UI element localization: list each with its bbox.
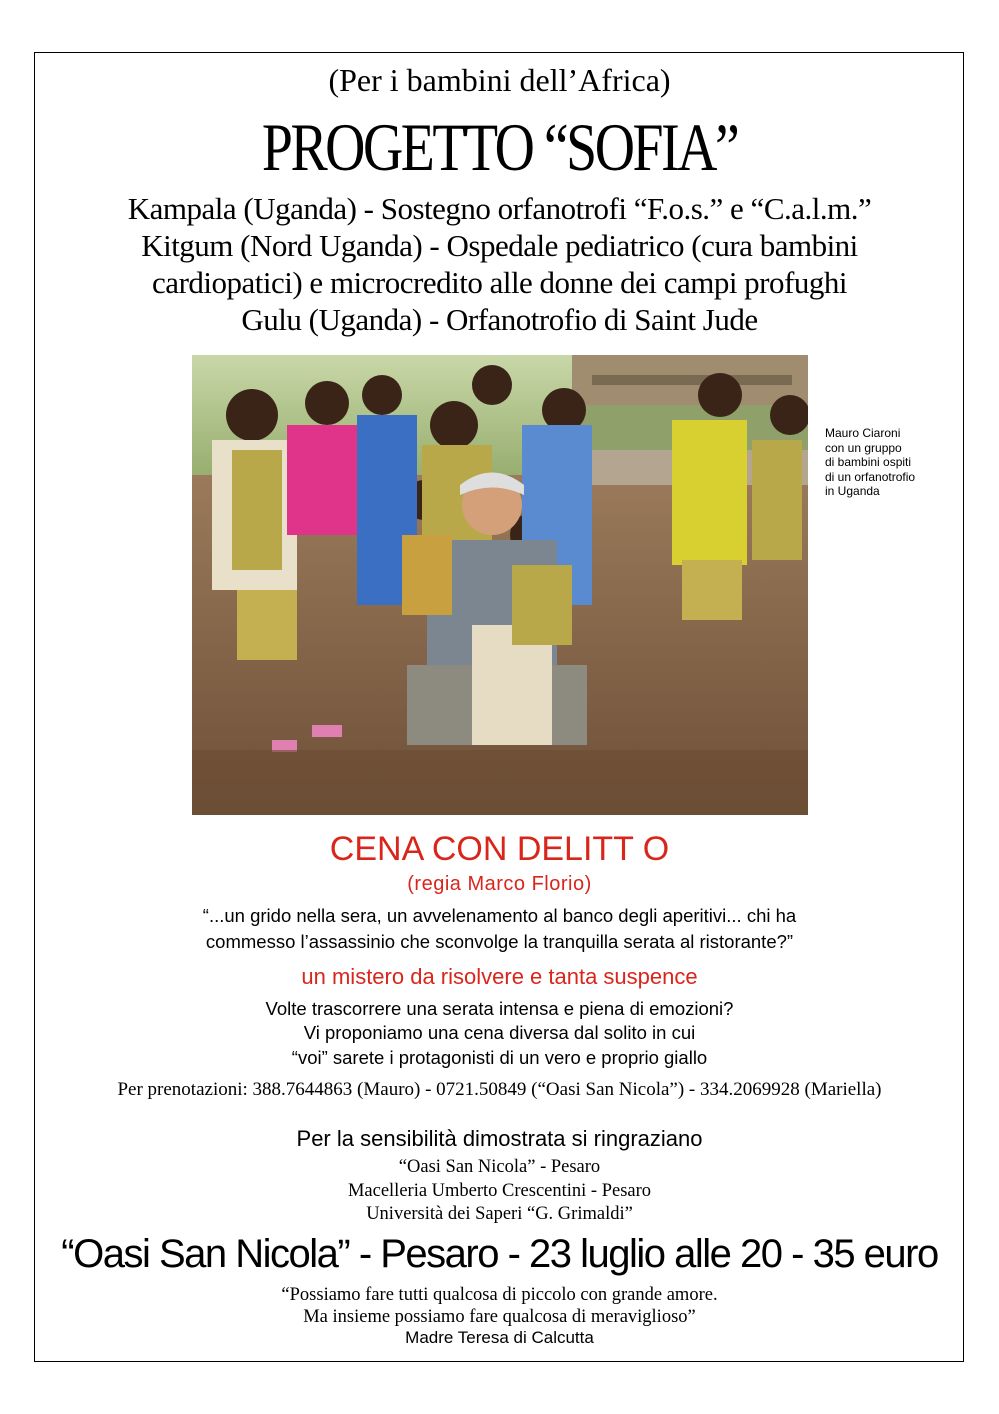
photo-caption [825, 426, 955, 499]
event-description-line-3: “voi” sarete i protagonisti di un vero e proprio giallo [291, 1047, 708, 1068]
reservations: Per prenotazioni: 388.7644863 (Mauro) - 0721.50849 (“Oasi San Nicola”) - 334.2069928 (Mariella) [117, 1079, 882, 1100]
closing-quote-line-2: Ma insieme possiamo fare qualcosa di meraviglioso” [303, 1307, 696, 1327]
location-line-4: Gulu (Uganda) - Orfanotrofio di Saint Jude [241, 302, 758, 337]
caption-line: Mauro Ciaroni [825, 426, 901, 440]
location-line-3: cardiopatici) e microcredito alle donne dei campi profughi [152, 265, 847, 300]
subtitle: (Per i bambini dell’Africa) [328, 62, 671, 98]
caption-line: in Uganda [825, 484, 880, 498]
closing-quote-line-1: “Possiamo fare tutti qualcosa di piccolo con grande amore. [281, 1285, 718, 1305]
event-details: “Oasi San Nicola” - Pesaro - 23 luglio alle 20 - 35 euro [61, 1232, 938, 1276]
event-director: (regia Marco Florio) [407, 873, 592, 895]
children-photo [192, 355, 808, 815]
page-title: PROGETTO “SOFIA” [261, 109, 738, 185]
location-line-2: Kitgum (Nord Uganda) - Ospedale pediatrico (cura bambini [141, 228, 858, 263]
event-description-line-2: Vi proponiamo una cena diversa dal solito in cui [303, 1022, 696, 1043]
event-description-line-1: Volte trascorrere una serata intensa e piena di emozioni? [265, 998, 734, 1019]
event-tagline: un mistero da risolvere e tanta suspence [301, 964, 698, 989]
thanks-heading: Per la sensibilità dimostrata si ringraziano [296, 1126, 703, 1151]
event-title: CENA CON DELITT O [329, 830, 670, 868]
event-quote-line-2: commesso l’assassinio che sconvolge la tranquilla serata al ristorante?” [205, 931, 794, 952]
caption-line: di bambini ospiti [825, 455, 912, 469]
caption-line: con un gruppo [825, 440, 902, 455]
sponsor-1: “Oasi San Nicola” - Pesaro [398, 1157, 601, 1177]
location-line-1: Kampala (Uganda) - Sostegno orfanotrofi “F.o.s.” e “C.a.l.m.” [127, 191, 872, 226]
quote-author: Madre Teresa di Calcutta [405, 1328, 594, 1347]
sponsor-2: Macelleria Umberto Crescentini - Pesaro [347, 1181, 652, 1201]
event-quote-line-1: “...un grido nella sera, un avvelenamento al banco degli aperitivi... chi ha [202, 905, 797, 926]
sponsor-3: Università dei Saperi “G. Grimaldi” [366, 1204, 633, 1224]
caption-line: di un orfanotrofio [825, 469, 916, 484]
